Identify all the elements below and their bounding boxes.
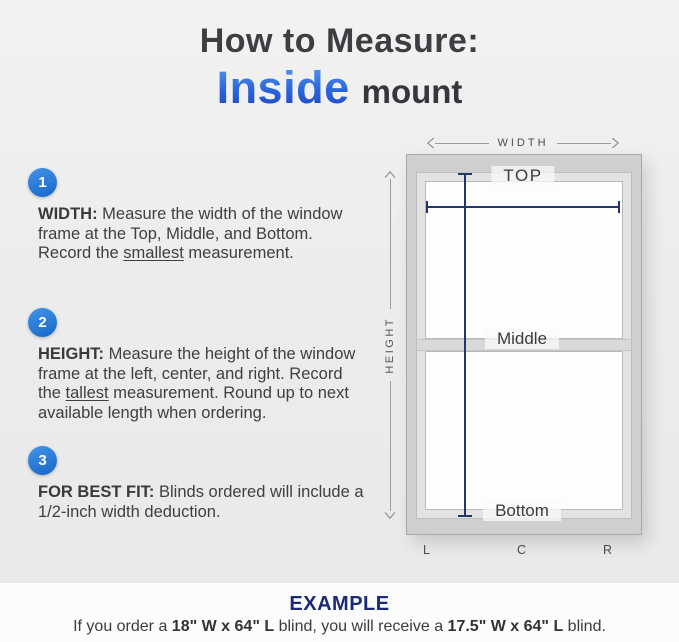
bottom-position-label: Bottom: [483, 501, 561, 521]
width-line-left: [435, 143, 489, 144]
arrow-left-icon: [426, 136, 435, 150]
window-pane-top: [425, 181, 623, 339]
step-1-body-after: measurement.: [183, 244, 294, 262]
step-2-body-before: Measure the height of the window frame at the left, center, and right. Record the: [38, 345, 356, 402]
page-title: [0, 22, 679, 114]
step-3-label: FOR BEST FIT:: [38, 483, 155, 501]
middle-position-label: Middle: [485, 329, 559, 349]
arrow-down-icon: [383, 511, 397, 520]
height-measure-arrow: [383, 170, 397, 520]
step-1-number: 1: [38, 174, 47, 191]
top-position-label: TOP: [491, 166, 554, 186]
step-3-number: 3: [38, 452, 47, 469]
title-accent-word: Inside: [216, 62, 350, 113]
step-3-text: [38, 483, 368, 522]
step-1-underlined-word: smallest: [123, 244, 184, 262]
step-2-label: HEIGHT:: [38, 345, 104, 363]
step-1: [28, 168, 373, 264]
example-receive-size: 17.5" W x 64" L: [447, 618, 564, 635]
step-1-text: [38, 205, 368, 264]
title-line1: How to Measure:: [199, 22, 480, 60]
width-measure-arrow: [426, 136, 620, 150]
step-2-number: 2: [38, 314, 47, 331]
window-pane-bottom: [425, 351, 623, 510]
step-1-body-before: Measure the width of the window frame at the Top, Middle, and Bottom. Record the: [38, 205, 343, 262]
example-order-size: 18" W x 64" L: [171, 618, 275, 635]
step-2-body-after: measurement. Round up to next available length when ordering.: [38, 384, 349, 422]
center-mark: C: [516, 543, 528, 557]
window-diagram: [380, 133, 672, 583]
width-measure-line: [426, 206, 620, 208]
step-2: [28, 308, 373, 423]
width-label: WIDTH: [497, 137, 549, 149]
width-line-right: [557, 143, 611, 144]
height-measure-line: [464, 173, 466, 517]
example-text-middle: blind, you will receive a: [274, 618, 448, 635]
height-label: HEIGHT: [384, 316, 396, 374]
left-mark: L: [423, 543, 431, 557]
step-3: [28, 446, 373, 522]
step-2-badge: [28, 308, 57, 337]
step-3-body-before: Blinds ordered will include a 1/2-inch width deduction.: [38, 483, 364, 521]
example-text-after: blind.: [563, 618, 606, 635]
step-1-badge: [28, 168, 57, 197]
example-text-before: If you order a: [73, 618, 172, 635]
step-3-badge: [28, 446, 57, 475]
title-line2: [0, 62, 679, 114]
arrow-up-icon: [383, 170, 397, 179]
height-line-bottom: [390, 381, 391, 511]
right-mark: R: [602, 543, 614, 557]
step-2-underlined-word: tallest: [65, 384, 109, 402]
example-section: [0, 583, 679, 642]
step-1-label: WIDTH:: [38, 205, 98, 223]
height-line-top: [390, 179, 391, 309]
example-sentence: [0, 618, 679, 636]
example-heading: EXAMPLE: [289, 593, 390, 615]
step-2-text: [38, 345, 368, 423]
title-rest-word: mount: [361, 73, 463, 110]
arrow-right-icon: [611, 136, 620, 150]
